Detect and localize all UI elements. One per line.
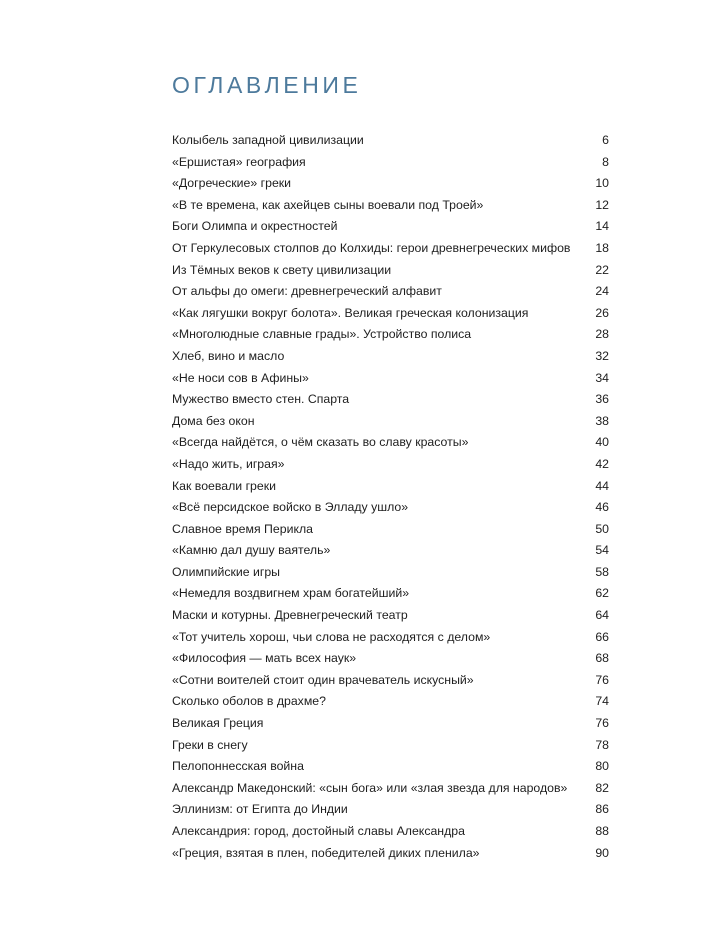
toc-entry-page-number: 26 <box>595 305 609 320</box>
toc-entry-page-number: 42 <box>595 456 609 471</box>
toc-entry <box>172 346 609 368</box>
toc-entry-page-number: 58 <box>595 564 609 579</box>
toc-entry-title: Славное время Перикла <box>172 521 313 536</box>
toc-entry-page-number: 82 <box>595 780 609 795</box>
toc-entry-title: Маски и котурны. Древнегреческий театр <box>172 608 408 623</box>
toc-entry-page-number: 36 <box>595 392 609 407</box>
toc-entry-title: От Геркулесовых столпов до Колхиды: герои древнегреческих мифов <box>172 240 571 255</box>
toc-entry <box>172 799 609 821</box>
toc-entry <box>172 324 609 346</box>
toc-entry <box>172 152 609 174</box>
toc-entry-title: «Догреческие» греки <box>172 176 292 191</box>
toc-entry-title: «Ершистая» география <box>172 154 306 169</box>
toc-entry-title: «Философия — мать всех наук» <box>172 651 357 666</box>
toc-entry-title: «Всё персидское войско в Элладу ушло» <box>172 500 409 515</box>
toc-entry <box>172 195 609 217</box>
toc-entry <box>172 778 609 800</box>
toc-entry-page-number: 10 <box>595 176 609 191</box>
toc-entry-title: «Многолюдные славные грады». Устройство полиса <box>172 327 472 342</box>
toc-entry <box>172 173 609 195</box>
toc-entry-title: Из Тёмных веков к свету цивилизации <box>172 262 392 277</box>
page-title: ОГЛАВЛЕНИЕ <box>172 72 362 98</box>
toc-entry <box>172 583 609 605</box>
toc-entry <box>172 216 609 238</box>
toc-entry-page-number: 80 <box>595 759 609 774</box>
toc-entry <box>172 843 609 865</box>
toc-entry-page-number: 76 <box>595 672 609 687</box>
toc-entry-page-number: 68 <box>595 651 609 666</box>
toc-entry-page-number: 64 <box>595 608 609 623</box>
toc-entry-title: Олимпийские игры <box>172 564 281 579</box>
toc-entry <box>172 260 609 282</box>
toc-entry-page-number: 50 <box>595 521 609 536</box>
toc-entry-page-number: 22 <box>595 262 609 277</box>
toc-entry-page-number: 78 <box>595 737 609 752</box>
toc-entry-title: Александрия: город, достойный славы Александра <box>172 824 465 838</box>
toc-entry <box>172 713 609 735</box>
toc-entry-title: Боги Олимпа и окрестностей <box>172 219 338 234</box>
toc-entry-title: «Как лягушки вокруг болота». Великая греческая колонизация <box>172 305 529 320</box>
toc-entry-page-number: 40 <box>595 435 609 450</box>
toc-entry <box>172 238 609 260</box>
toc-entry <box>172 389 609 411</box>
toc-entry-page-number: 76 <box>595 716 609 731</box>
toc-entry-page-number: 24 <box>595 284 609 299</box>
toc-entry-page-number: 54 <box>595 543 609 558</box>
toc-entry-page-number: 88 <box>595 824 609 838</box>
toc-entry <box>172 648 609 670</box>
toc-entry <box>172 519 609 541</box>
toc-entry-title: «Сотни воителей стоит один врачеватель искусный» <box>172 672 474 687</box>
toc-entry <box>172 454 609 476</box>
toc-entry-page-number: 32 <box>595 348 609 363</box>
toc-entry-title: Сколько оболов в драхме? <box>172 694 326 709</box>
toc-entry-page-number: 28 <box>595 327 609 342</box>
toc-entry-title: «Не носи сов в Афины» <box>172 370 309 385</box>
toc-entry-page-number: 62 <box>595 586 609 601</box>
toc-entry <box>172 627 609 649</box>
toc-entry-title: «В те времена, как ахейцев сыны воевали под Троей» <box>172 197 484 212</box>
toc-entry-title: «Всегда найдётся, о чём сказать во славу красоты» <box>172 435 469 450</box>
toc-entry-title: «Надо жить, играя» <box>172 456 285 471</box>
toc-entry <box>172 476 609 498</box>
toc-entry <box>172 281 609 303</box>
toc-entry-page-number: 12 <box>595 197 609 212</box>
toc-entry-page-number: 8 <box>602 154 609 169</box>
toc-entry-page-number: 86 <box>595 802 609 817</box>
toc-entry-title: Александр Македонский: «сын бога» или «злая звезда для народов» <box>172 780 568 795</box>
toc-entry <box>172 756 609 778</box>
toc-entry-title: Греки в снегу <box>172 737 248 752</box>
toc-entry-page-number: 46 <box>595 500 609 515</box>
toc-entry <box>172 691 609 713</box>
toc-entry-title: «Греция, взятая в плен, победителей диких пленила» <box>172 845 480 860</box>
toc-entry-page-number: 18 <box>595 240 609 255</box>
toc-entry-page-number: 44 <box>595 478 609 493</box>
toc-entry-title: Дома без окон <box>172 413 255 428</box>
toc-entry-page-number: 90 <box>595 845 609 860</box>
toc-entry-title: Эллинизм: от Египта до Индии <box>172 802 348 817</box>
toc-entry-title: Пелопоннесская война <box>172 759 304 774</box>
toc-entry-title: Как воевали греки <box>172 478 276 493</box>
toc-entry-title: От альфы до омеги: древнегреческий алфавит <box>172 284 442 299</box>
toc-entry-title: Мужество вместо стен. Спарта <box>172 392 350 407</box>
toc-entry <box>172 540 609 562</box>
toc-entry-page-number: 14 <box>595 219 609 234</box>
toc-entry <box>172 670 609 692</box>
toc-entry-title: «Камню дал душу ваятель» <box>172 543 331 558</box>
toc-entry-title: Хлеб, вино и масло <box>172 348 285 363</box>
toc-entry <box>172 605 609 627</box>
toc-entry <box>172 432 609 454</box>
toc-entry-title: Колыбель западной цивилизации <box>172 133 364 147</box>
toc-entry-title: «Тот учитель хорош, чьи слова не расходятся с делом» <box>172 629 491 644</box>
toc-entry <box>172 562 609 584</box>
toc-entry-title: «Немедля воздвигнем храм богатейший» <box>172 586 410 601</box>
toc-entry <box>172 303 609 325</box>
toc-entry <box>172 368 609 390</box>
toc-entry <box>172 130 609 152</box>
toc-entry-page-number: 38 <box>595 413 609 428</box>
toc-list <box>172 130 609 864</box>
toc-entry-title: Великая Греция <box>172 716 264 731</box>
toc-entry <box>172 821 609 843</box>
toc-entry-page-number: 74 <box>595 694 609 709</box>
toc-entry <box>172 497 609 519</box>
toc-entry-page-number: 6 <box>602 133 609 147</box>
toc-entry-page-number: 66 <box>595 629 609 644</box>
toc-entry-page-number: 34 <box>595 370 609 385</box>
toc-entry <box>172 735 609 757</box>
toc-entry <box>172 411 609 433</box>
